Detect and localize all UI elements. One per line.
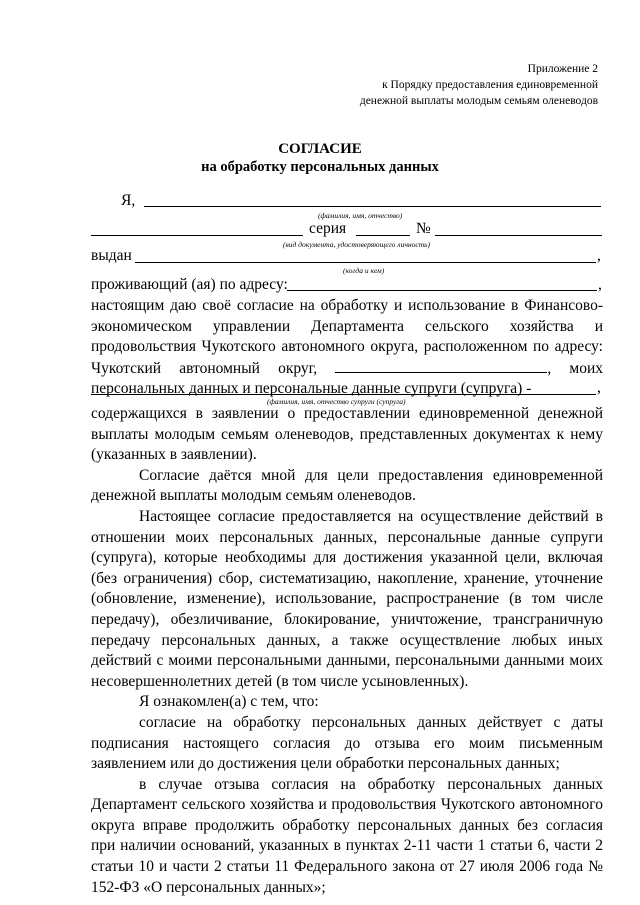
vydan-field-line[interactable]	[135, 262, 596, 263]
appendix-line-2: к Порядку предоставления единовременной	[382, 79, 598, 91]
address-comma: ,	[598, 276, 602, 293]
ya-label: Я,	[121, 192, 136, 209]
consent-paragraph-4: Настоящее согласие предоставляется на осуществление действий в отношении моих персональных данных, персональные данные супруги (супруга), которые необходимы для достижения указанной цели, включая (без ограничения) сбор, систематизацию, накопление, хранение, уточнение (обновление, изменение), использование, распространение (в том числе передачу), обезличивание, блокирование, уничтожение, трансграничную передачу персональных данных, а также осуществление любых иных действий с моими персональными данными, персональными данными моих несовершеннолетних детей (в том числе усыновленных).	[91, 507, 603, 690]
consent-paragraph-2: содержащихся в заявлении о предоставлении единовременной денежной выплаты молодым семьям оленеводов, представленных документах к нему (указанных в заявлении).	[91, 405, 603, 464]
consent-body	[91, 404, 603, 898]
seriya-label: серия	[309, 220, 347, 237]
consent-paragraph-1	[91, 296, 603, 400]
department-address-field-line[interactable]	[335, 358, 547, 373]
vydan-comma: ,	[597, 247, 601, 264]
address-field-line[interactable]	[287, 290, 597, 291]
p1-mid-text: , моих персональных данных и персональные данные супруги (супруга) -	[91, 359, 603, 398]
spouse-field-line[interactable]	[91, 394, 596, 395]
spouse-caption: (фамилия, имя, отчество супруги (супруга)	[267, 397, 406, 406]
doc-caption: (вид документа, удостоверяющего личность)	[283, 240, 431, 249]
appendix-line-3: денежной выплаты молодым семьям оленеводов	[359, 95, 598, 107]
vydan-label: выдан	[91, 247, 132, 264]
fio-caption: (фамилия, имя, отчество)	[318, 211, 403, 220]
consent-paragraph-6: согласие на обработку персональных данных действует с даты подписания настоящего согласия до отзыва его моим письменным заявлением или до достижения цели обработки персональных данных;	[91, 713, 603, 773]
appendix-note	[360, 61, 598, 109]
consent-paragraph-3: Согласие даётся мной для цели предоставления единовременной денежной выплаты молодым семьям оленеводов.	[91, 466, 603, 505]
seriya-field-line[interactable]	[356, 235, 410, 236]
appendix-line-1: Приложение 2	[527, 63, 598, 75]
p1-text: настоящим даю своё согласие на обработку и использование в Финансово-экономическом управлении Департамента сельского хозяйства и продовольствия Чукотского автономного округа, расположенном по адресу: Чукотский автономный округ,	[91, 297, 603, 377]
document-subtitle: на обработку персональных данных	[201, 159, 439, 175]
doc-type-field-line[interactable]	[91, 235, 303, 236]
address-label: проживающий (ая) по адресу:	[91, 276, 288, 293]
fio-field-line[interactable]	[144, 206, 601, 207]
spouse-comma: ,	[597, 379, 601, 396]
document-title: СОГЛАСИЕ	[278, 141, 362, 157]
nomer-label: №	[416, 220, 431, 237]
consent-paragraph-5: Я ознакомлен(а) с тем, что:	[139, 693, 319, 711]
consent-paragraph-7: в случае отзыва согласия на обработку персональных данных Департамент сельского хозяйства и продовольствия Чукотского автономного округа вправе продолжить обработку персональных данных без согласия при наличии оснований, указанных в пунктах 2-11 части 1 статьи 6, части 2 статьи 10 и части 2 статьи 11 Федерального закона от 27 июля 2006 года № 152-ФЗ «О персональных данных»;	[91, 775, 603, 896]
vydan-caption: (когда и кем)	[343, 266, 385, 275]
nomer-field-line[interactable]	[435, 235, 602, 236]
